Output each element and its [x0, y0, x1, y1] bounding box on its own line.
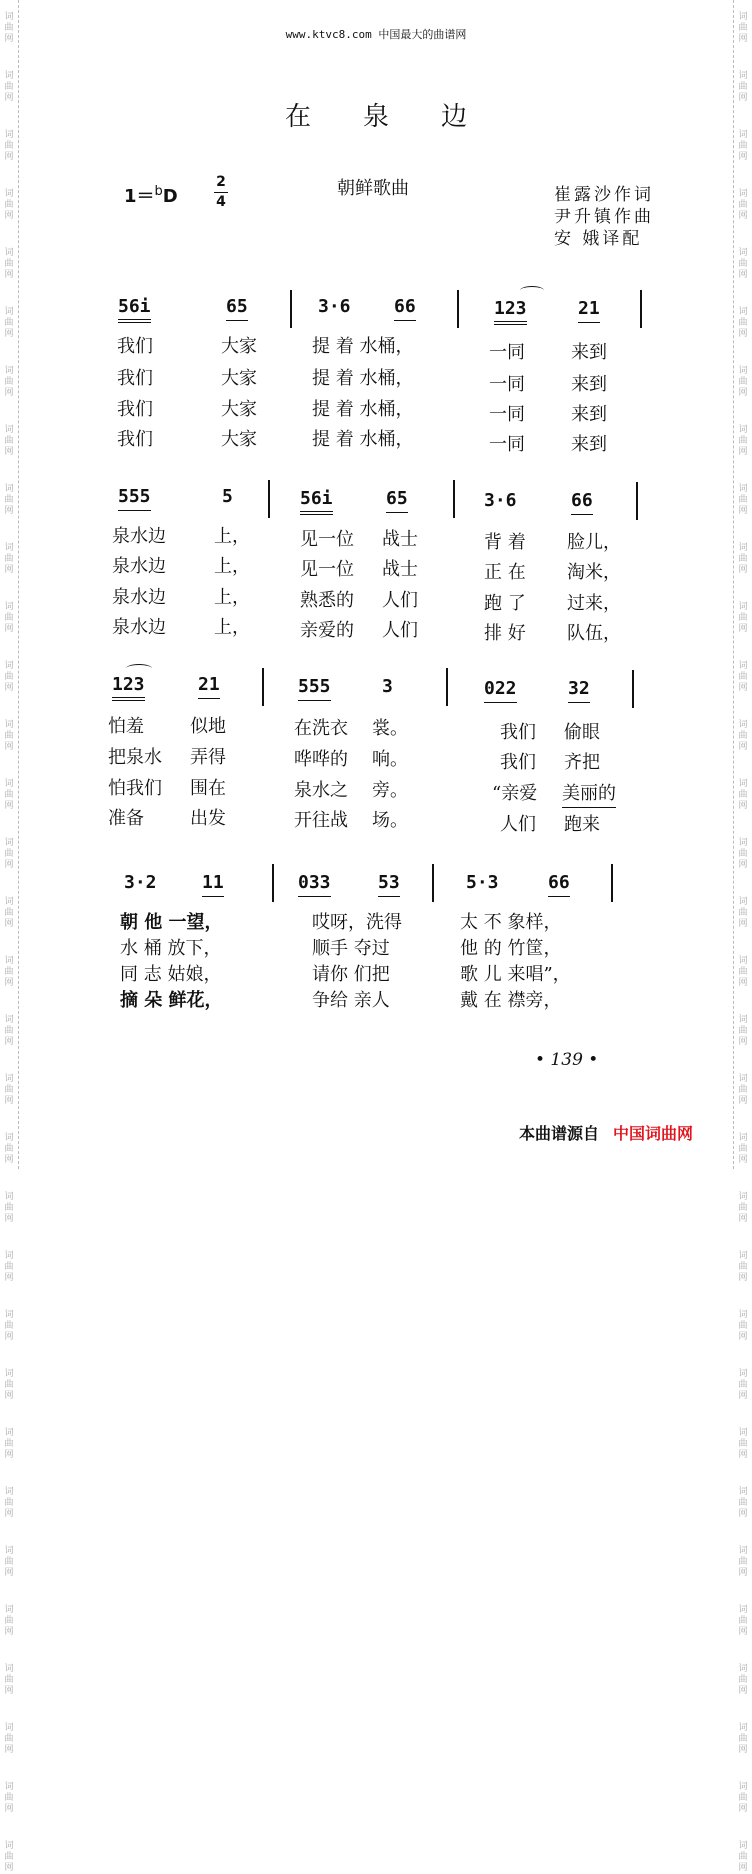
lyric: 同 志 姑娘， [120, 964, 222, 985]
lyric: 大家 [221, 429, 257, 450]
lyric: 歌 儿 来唱”， [460, 964, 571, 985]
left-watermark-strip [0, 0, 19, 1873]
note-group: 555 [298, 676, 331, 701]
lyric: 围在 [190, 778, 226, 799]
lyric: 我们 [117, 399, 153, 420]
lyric: 提 着 水桶， [312, 368, 414, 389]
song-title: 在泉边 [284, 102, 519, 132]
lyric: 战士 [382, 559, 418, 580]
lyric: 我们 [117, 368, 153, 389]
lyric: 在洗衣 [294, 718, 348, 739]
lyric: 一同 [489, 434, 525, 455]
note-group: 123 [112, 674, 145, 701]
note-group: 123 [494, 298, 527, 325]
key-prefix: 1＝ [124, 186, 155, 207]
lyric: 怕羞 [108, 716, 144, 737]
note-group: 5 [222, 486, 233, 507]
lyric: 提 着 水桶， [312, 399, 414, 420]
note-group: 5·3 [466, 872, 499, 893]
note-group: 555 [118, 486, 151, 511]
lyric: 见一位 [300, 559, 354, 580]
lyric: 我们 [117, 429, 153, 450]
source-brand-link[interactable]: 中国词曲网 [613, 1124, 694, 1143]
note-group: 53 [378, 872, 400, 897]
note-group: 66 [394, 296, 416, 321]
lyric: 来到 [571, 374, 607, 395]
note-group: 3·6 [484, 490, 517, 511]
lyric: 偷眼 [564, 722, 600, 743]
lyric: 朝 他 一望， [120, 912, 223, 933]
lyric: 大家 [221, 399, 257, 420]
lyric: 来到 [571, 404, 607, 425]
lyric: 我们 [117, 336, 153, 357]
lyric: 哎呀，洗得 [312, 912, 402, 933]
lyric: 淘米， [567, 562, 621, 583]
lyric: 上， [214, 526, 250, 547]
lyric: 泉水边 [112, 587, 166, 608]
source-label: 本曲谱源自 [519, 1124, 600, 1143]
lyric: 准备 [108, 808, 144, 829]
lyric: 齐把 [564, 752, 600, 773]
note-group: 3·2 [124, 872, 157, 893]
note-group: 66 [571, 490, 593, 515]
lyric: 太 不 象样， [460, 912, 562, 933]
lyric: 队伍， [567, 623, 621, 644]
lyric: 怕我们 [108, 778, 162, 799]
note-group: 21 [198, 674, 220, 699]
lyric: 泉水边 [112, 526, 166, 547]
lyric: “亲爱 [492, 783, 538, 804]
lyric: 请你 们把 [312, 964, 390, 985]
note-group: 56i [300, 488, 333, 515]
lyric: 顺手 夺过 [312, 938, 390, 959]
time-bottom: 4 [216, 194, 226, 210]
watermark-text: 词 曲 网 词 曲 网 词 曲 网 词 曲 网 词 曲 网 词 曲 网 词 曲 网 词 曲 网 词 曲 网 词 曲 网 词 曲 网 词 曲 网 词 曲 网 词 曲 网 词 曲 网 词 曲 网 词 曲 网 词 曲 网 词 曲 网 词 曲 网 词 曲 网 词 曲 网 词 曲 网 词 曲 网 词 曲 网 词 曲 网 词 曲 网 词 曲 网 词 曲 网 词 曲 网 词 曲 网 词 曲 网 [738, 12, 748, 1873]
lyric: 把泉水 [108, 747, 162, 768]
note-group: 11 [202, 872, 224, 897]
lyric: 哗哗的 [294, 749, 348, 770]
note-group: 033 [298, 872, 331, 897]
lyric: 排 好 [484, 623, 526, 644]
credit-lyricist: 崔露沙作词 [554, 185, 654, 205]
lyric: 提 着 水桶， [312, 429, 414, 450]
lyric: 跑 了 [484, 593, 526, 614]
lyric: 一同 [489, 404, 525, 425]
lyric: 提 着 水桶， [312, 336, 414, 357]
lyric: 泉水边 [112, 617, 166, 638]
note-group: 022 [484, 678, 517, 703]
note-group: 3·6 [318, 296, 351, 317]
lyric: 熟悉的 [300, 590, 354, 611]
lyric: 来到 [571, 342, 607, 363]
lyric: 跑来 [564, 814, 600, 835]
note-group: 56i [118, 296, 151, 323]
lyric: 亲爱的 [300, 620, 354, 641]
lyric: 似地 [190, 716, 226, 737]
lyric: 旁。 [372, 780, 408, 801]
key-letter: D [162, 186, 178, 207]
lyric: 摘 朵 鲜花， [120, 990, 223, 1011]
site-header: www.ktvc8.com 中国最大的曲谱网 [285, 28, 467, 41]
time-top: 2 [216, 174, 226, 190]
lyric: 大家 [221, 336, 257, 357]
credit-translator: 安 娥译配 [554, 229, 643, 249]
lyric: 美丽的 [562, 783, 616, 808]
lyric: 人们 [500, 814, 536, 835]
lyric: 正 在 [484, 562, 526, 583]
lyric: 泉水边 [112, 556, 166, 577]
lyric: 开往战 [294, 810, 348, 831]
lyric: 一同 [489, 374, 525, 395]
lyric: 大家 [221, 368, 257, 389]
note-group: 65 [226, 296, 248, 321]
note-group: 32 [568, 678, 590, 703]
note-group: 21 [578, 298, 600, 323]
right-watermark-strip [733, 0, 752, 1873]
credit-composer: 尹升镇作曲 [554, 207, 654, 227]
key-signature [124, 182, 178, 208]
lyric: 见一位 [300, 529, 354, 550]
lyric: 戴 在 襟旁， [460, 990, 562, 1011]
lyric: 裳。 [372, 718, 408, 739]
lyric: 泉水之 [294, 780, 348, 801]
lyric: 弄得 [190, 747, 226, 768]
genre-label: 朝鲜歌曲 [337, 178, 409, 199]
lyric: 背 着 [484, 532, 526, 553]
lyric: 上， [214, 587, 250, 608]
lyric: 来到 [571, 434, 607, 455]
lyric: 争给 亲人 [312, 990, 390, 1011]
note-group: 66 [548, 872, 570, 897]
lyric: 我们 [500, 722, 536, 743]
lyric: 人们 [382, 620, 418, 641]
lyric: 场。 [372, 810, 408, 831]
lyric: 我们 [500, 752, 536, 773]
lyric: 一同 [489, 342, 525, 363]
lyric: 人们 [382, 590, 418, 611]
watermark-text: 词 曲 网 词 曲 网 词 曲 网 词 曲 网 词 曲 网 词 曲 网 词 曲 网 词 曲 网 词 曲 网 词 曲 网 词 曲 网 词 曲 网 词 曲 网 词 曲 网 词 曲 网 词 曲 网 词 曲 网 词 曲 网 词 曲 网 词 曲 网 词 曲 网 词 曲 网 词 曲 网 词 曲 网 词 曲 网 词 曲 网 词 曲 网 词 曲 网 词 曲 网 词 曲 网 词 曲 网 词 曲 网 [4, 12, 14, 1873]
time-signature [214, 174, 228, 211]
lyric: 上， [214, 617, 250, 638]
lyric: 出发 [190, 808, 226, 829]
note-group: 3 [382, 676, 393, 697]
source-credit [519, 1121, 693, 1144]
lyric: 上， [214, 556, 250, 577]
lyric: 过来， [567, 593, 621, 614]
lyric: 脸儿， [567, 532, 621, 553]
flat-sign: b [154, 184, 163, 199]
note-group: 65 [386, 488, 408, 513]
page-number: • 139 • [535, 1050, 599, 1070]
lyric: 战士 [382, 529, 418, 550]
lyric: 他 的 竹筐， [460, 938, 562, 959]
lyric: 响。 [372, 749, 408, 770]
lyric: 水 桶 放下， [120, 938, 222, 959]
